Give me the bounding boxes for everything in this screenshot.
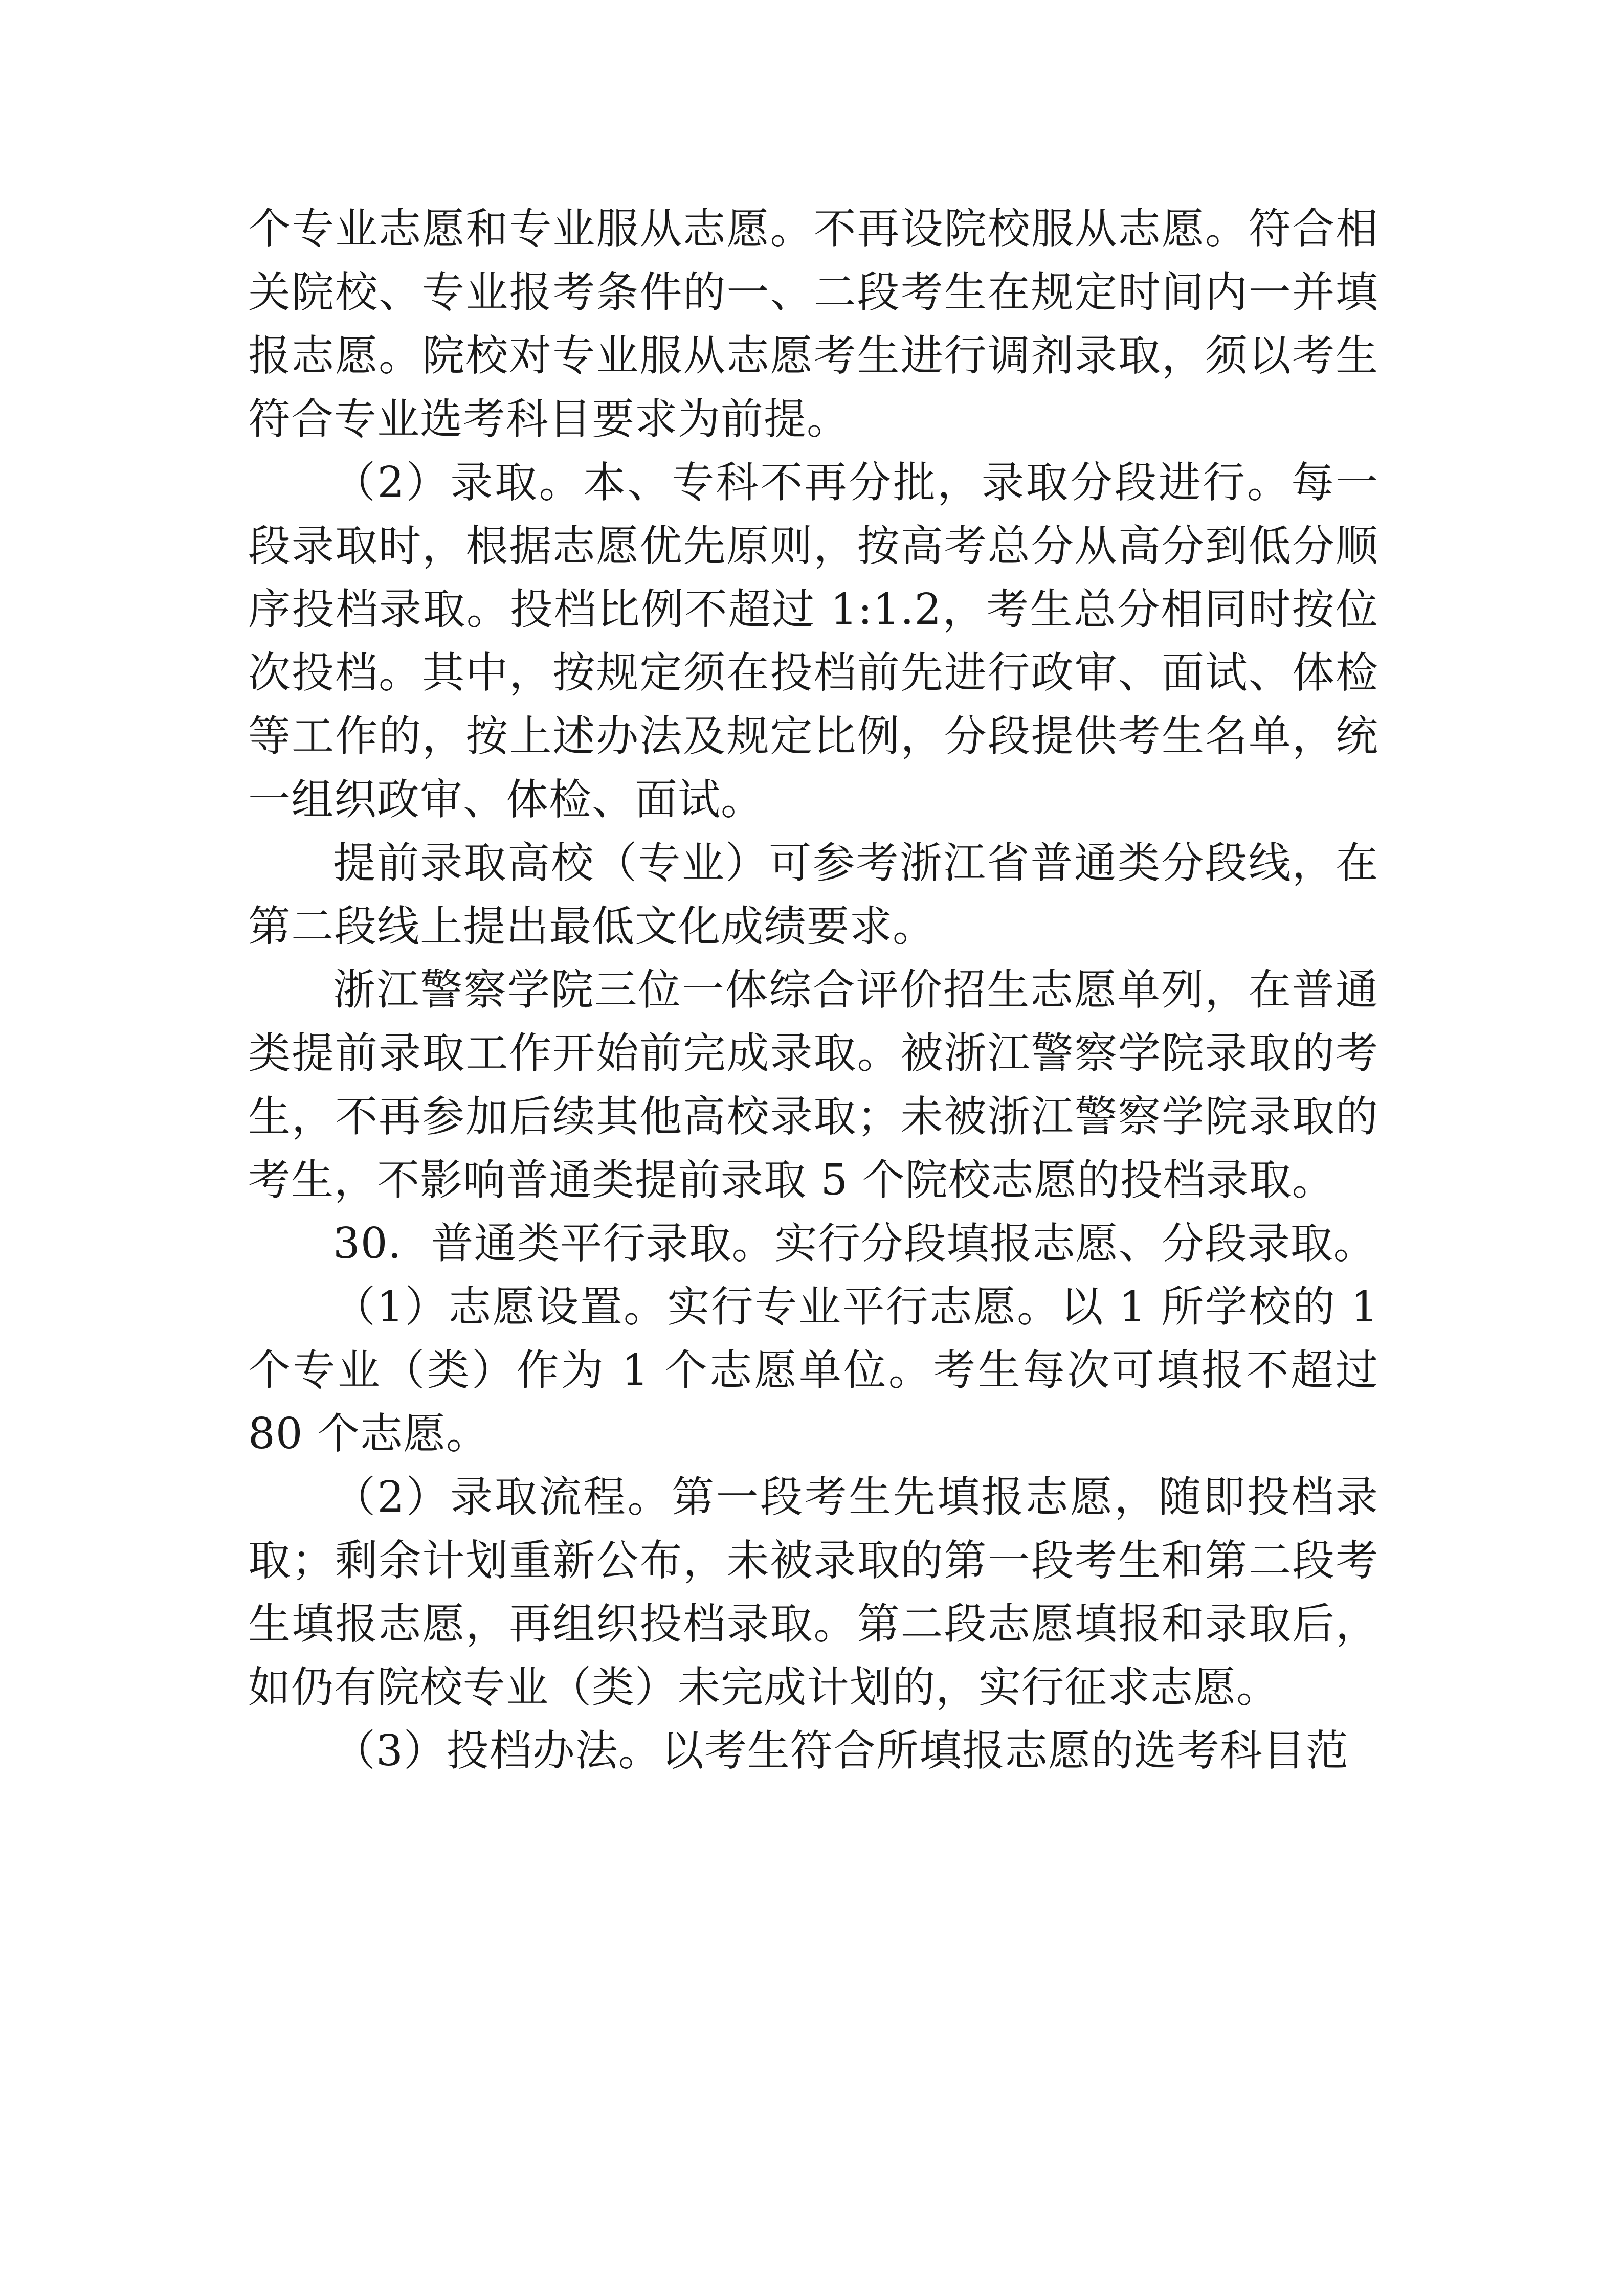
document-body	[248, 197, 1378, 1783]
paragraph-4: 浙江警察学院三位一体综合评价招生志愿单列，在普通类提前录取工作开始前完成录取。被浙江警察学院录取的考生，不再参加后续其他高校录取；未被浙江警察学院录取的考生，不影响普通类提前录取 5 个院校志愿的投档录取。	[248, 965, 1378, 1205]
paragraph-1: 个专业志愿和专业服从志愿。不再设院校服从志愿。符合相关院校、专业报考条件的一、二段考生在规定时间内一并填报志愿。院校对专业服从志愿考生进行调剂录取，须以考生符合专业选考科目要求为前提。	[248, 204, 1378, 444]
paragraph-5: 30．普通类平行录取。实行分段填报志愿、分段录取。	[333, 1219, 1376, 1268]
paragraph-8: （3）投档办法。以考生符合所填报志愿的选考科目范	[333, 1726, 1349, 1775]
paragraph-3: 提前录取高校（专业）可参考浙江省普通类分段线，在第二段线上提出最低文化成绩要求。	[248, 838, 1378, 951]
paragraph-7: （2）录取流程。第一段考生先填报志愿，随即投档录取；剩余计划重新公布，未被录取的第一段考生和第二段考生填报志愿，再组织投档录取。第二段志愿填报和录取后，如仍有院校专业（类）未完成计划的，实行征求志愿。	[248, 1472, 1378, 1712]
paragraph-2: （2）录取。本、专科不再分批，录取分段进行。每一段录取时，根据志愿优先原则，按高考总分从高分到低分顺序投档录取。投档比例不超过 1:1.2，考生总分相同时按位次投档。其中，按规定须在投档前先进行政审、面试、体检等工作的，按上述办法及规定比例，分段提供考生名单，统一组织政审、体检、面试。	[248, 458, 1378, 824]
paragraph-6: （1）志愿设置。实行专业平行志愿。以 1 所学校的 1 个专业（类）作为 1 个志愿单位。考生每次可填报不超过 80 个志愿。	[248, 1282, 1378, 1458]
